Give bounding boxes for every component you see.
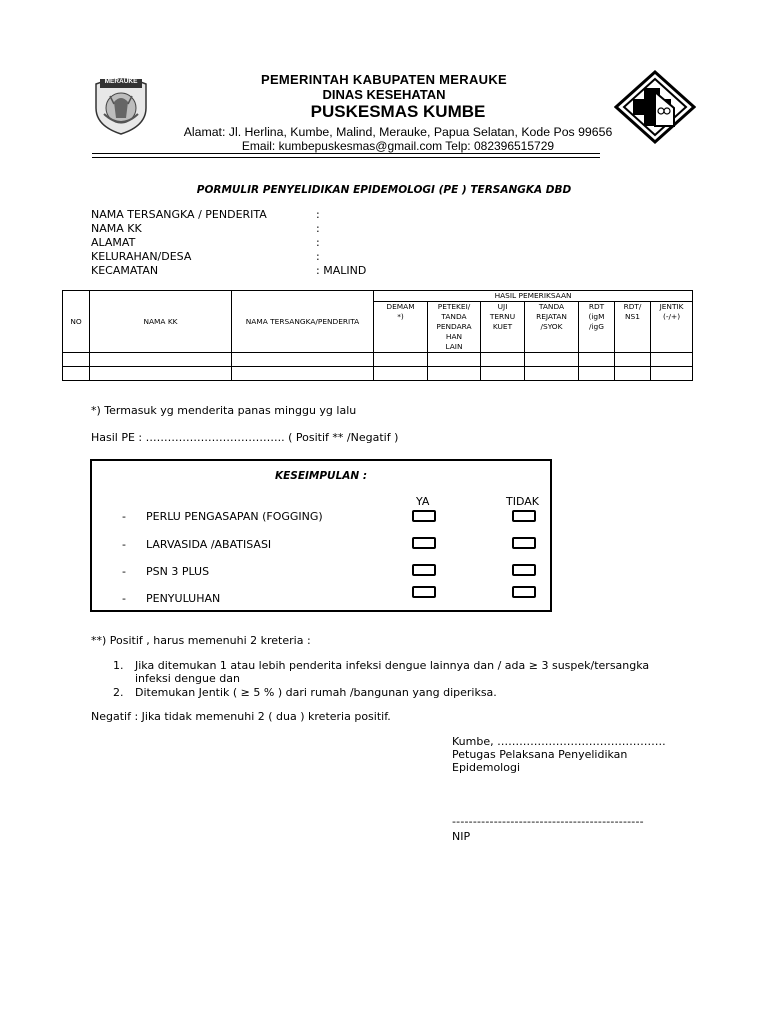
nip-label: NIP — [452, 830, 471, 843]
department-name: DINAS KESEHATAN — [322, 87, 446, 102]
field-label: ALAMAT — [91, 236, 136, 249]
table-cell[interactable] — [90, 353, 232, 367]
checkbox-tidak-penyuluhan[interactable] — [512, 586, 536, 598]
kesimpulan-title: KESEIMPULAN : — [274, 470, 368, 482]
hasil-pe-line[interactable]: Hasil PE : ……………………………….. ( Positif ** /Negatif ) — [91, 431, 399, 444]
kesimpulan-item — [92, 510, 550, 526]
field-value[interactable]: : — [316, 236, 320, 249]
criteria-intro: **) Positif , harus memenuhi 2 kreteria : — [91, 634, 311, 647]
officer-role-line1: Petugas Pelaksana Penyelidikan — [452, 748, 628, 761]
item-label: PENYULUHAN — [146, 592, 221, 605]
signature-line[interactable]: ---------------------------------------------- — [452, 815, 644, 828]
bullet-dash: - — [122, 538, 126, 551]
examination-table — [62, 290, 693, 381]
table-row — [63, 367, 693, 381]
kesimpulan-item — [92, 592, 550, 608]
table-cell[interactable] — [481, 353, 525, 367]
table-cell[interactable] — [525, 367, 579, 381]
table-cell[interactable] — [232, 367, 374, 381]
checkbox-tidak-fogging[interactable] — [512, 510, 536, 522]
header-tanda-rejatan: TANDA REJATAN /SYOK — [525, 302, 579, 353]
negatif-definition: Negatif : Jika tidak memenuhi 2 ( dua ) kreteria positif. — [91, 710, 391, 723]
checkbox-ya-fogging[interactable] — [412, 510, 436, 522]
header-petekei: PETEKEI/ TANDA PENDARA HAN LAIN — [428, 302, 481, 353]
table-cell[interactable] — [525, 353, 579, 367]
field-label: KELURAHAN/DESA — [91, 250, 192, 263]
checkbox-tidak-larvasida[interactable] — [512, 537, 536, 549]
logo-lettering: MERAUKE — [104, 78, 138, 85]
table-cell[interactable] — [90, 367, 232, 381]
table-cell[interactable] — [428, 367, 481, 381]
bullet-dash: - — [122, 510, 126, 523]
place-date-line[interactable]: Kumbe, ………………………………………. — [452, 735, 666, 748]
table-cell[interactable] — [615, 353, 651, 367]
table-cell[interactable] — [232, 353, 374, 367]
item-label: LARVASIDA /ABATISASI — [146, 538, 272, 551]
contact-line: Email: kumbepuskesmas@gmail.com Telp: 082396515729 — [241, 139, 555, 153]
column-ya: YA — [416, 495, 430, 508]
criteria-text: Jika ditemukan 1 atau lebih penderita infeksi dengue lainnya dan / ada ≥ 3 suspek/tersangka infeksi dengue dan — [135, 659, 650, 685]
checkbox-ya-psn[interactable] — [412, 564, 436, 576]
column-tidak: TIDAK — [506, 495, 539, 508]
puskesmas-logo — [614, 70, 696, 144]
header-demam: DEMAM *) — [374, 302, 428, 353]
field-value[interactable]: : — [316, 208, 320, 221]
kesimpulan-box — [90, 459, 552, 612]
checkbox-tidak-psn[interactable] — [512, 564, 536, 576]
letterhead-rule-thick — [92, 153, 600, 154]
bullet-dash: - — [122, 565, 126, 578]
bullet-dash: - — [122, 592, 126, 605]
criteria-text: Ditemukan Jentik ( ≥ 5 % ) dari rumah /bangunan yang diperiksa. — [135, 686, 497, 699]
table-cell[interactable] — [428, 353, 481, 367]
item-label: PSN 3 PLUS — [146, 565, 210, 578]
criteria-number: 1. — [113, 659, 124, 672]
header-jentik: JENTIK (-/+) — [651, 302, 693, 353]
field-label: KECAMATAN — [91, 264, 159, 277]
table-cell[interactable] — [63, 367, 90, 381]
table-cell[interactable] — [481, 367, 525, 381]
checkbox-ya-penyuluhan[interactable] — [412, 586, 436, 598]
table-cell[interactable] — [579, 353, 615, 367]
officer-role-line2: Epidemologi — [452, 761, 521, 774]
kesimpulan-item — [92, 565, 550, 581]
form-title: PORMULIR PENYELIDIKAN EPIDEMOLOGI (PE ) TERSANGKA DBD — [196, 184, 572, 196]
header-nama-tersangka: NAMA TERSANGKA/PENDERITA — [232, 291, 374, 353]
government-name: PEMERINTAH KABUPATEN MERAUKE — [260, 72, 507, 87]
header-nama-kk: NAMA KK — [90, 291, 232, 353]
checkbox-ya-larvasida[interactable] — [412, 537, 436, 549]
header-rdt-ns1: RDT/ NS1 — [615, 302, 651, 353]
field-value[interactable]: : — [316, 250, 320, 263]
header-no: NO — [63, 291, 90, 353]
footnote-demam: *) Termasuk yg menderita panas minggu yg lalu — [91, 404, 357, 417]
field-value[interactable]: : MALIND — [316, 264, 367, 277]
item-label: PERLU PENGASAPAN (FOGGING) — [146, 510, 323, 523]
header-rdt-igm: RDT (igM /igG — [579, 302, 615, 353]
clinic-name: PUSKESMAS KUMBE — [310, 102, 486, 121]
criteria-number: 2. — [113, 686, 124, 699]
table-cell[interactable] — [651, 353, 693, 367]
field-label: NAMA KK — [91, 222, 142, 235]
table-cell[interactable] — [615, 367, 651, 381]
letterhead-rule-thin — [92, 157, 600, 158]
table-cell[interactable] — [374, 353, 428, 367]
kesimpulan-item — [92, 538, 550, 554]
table-cell[interactable] — [374, 367, 428, 381]
field-label: NAMA TERSANGKA / PENDERITA — [91, 208, 267, 221]
table-cell[interactable] — [651, 367, 693, 381]
table-row — [63, 353, 693, 367]
table-cell[interactable] — [579, 367, 615, 381]
table-cell[interactable] — [63, 353, 90, 367]
address-line: Alamat: Jl. Herlina, Kumbe, Malind, Merauke, Papua Selatan, Kode Pos 99656 — [183, 125, 613, 139]
header-hasil-pemeriksaan: HASIL PEMERIKSAAN — [374, 291, 693, 302]
header-uji-tourniquet: UJI TERNU KUET — [481, 302, 525, 353]
field-value[interactable]: : — [316, 222, 320, 235]
